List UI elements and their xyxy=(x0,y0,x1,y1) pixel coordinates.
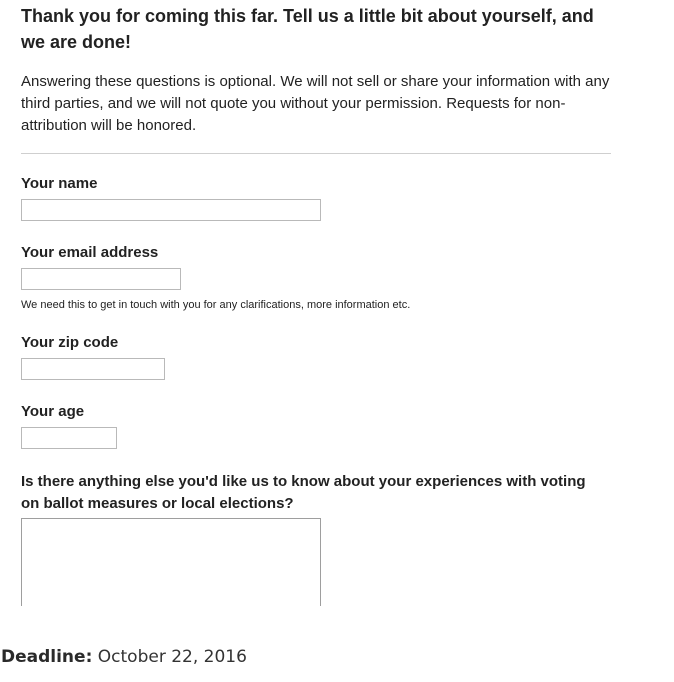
deadline-line xyxy=(1,646,247,668)
email-helper-text: We need this to get in touch with you for any clarifications, more information etc. xyxy=(21,299,411,311)
zip-input[interactable] xyxy=(21,358,165,380)
experience-textarea[interactable] xyxy=(21,518,321,606)
form-heading: Thank you for coming this far. Tell us a little bit about yourself, and we are done! xyxy=(21,6,594,52)
survey-form xyxy=(21,0,613,512)
email-input[interactable] xyxy=(21,268,181,290)
experience-label: Is there anything else you'd like us to know about your experiences with voting on ballot measures or local elections? xyxy=(21,473,586,512)
privacy-notice: Answering these questions is optional. We will not sell or share your information with any third parties, and we will not quote you without your permission. Requests for non-attribution will be honored. xyxy=(21,73,610,134)
age-label: Your age xyxy=(21,403,85,420)
name-input[interactable] xyxy=(21,199,321,221)
age-input[interactable] xyxy=(21,427,117,449)
deadline-date: October 22, 2016 xyxy=(97,647,247,667)
section-divider xyxy=(21,153,611,154)
zip-label: Your zip code xyxy=(21,334,119,351)
name-label: Your name xyxy=(21,175,98,192)
email-label: Your email address xyxy=(21,244,159,261)
deadline-label: Deadline: xyxy=(1,647,93,667)
